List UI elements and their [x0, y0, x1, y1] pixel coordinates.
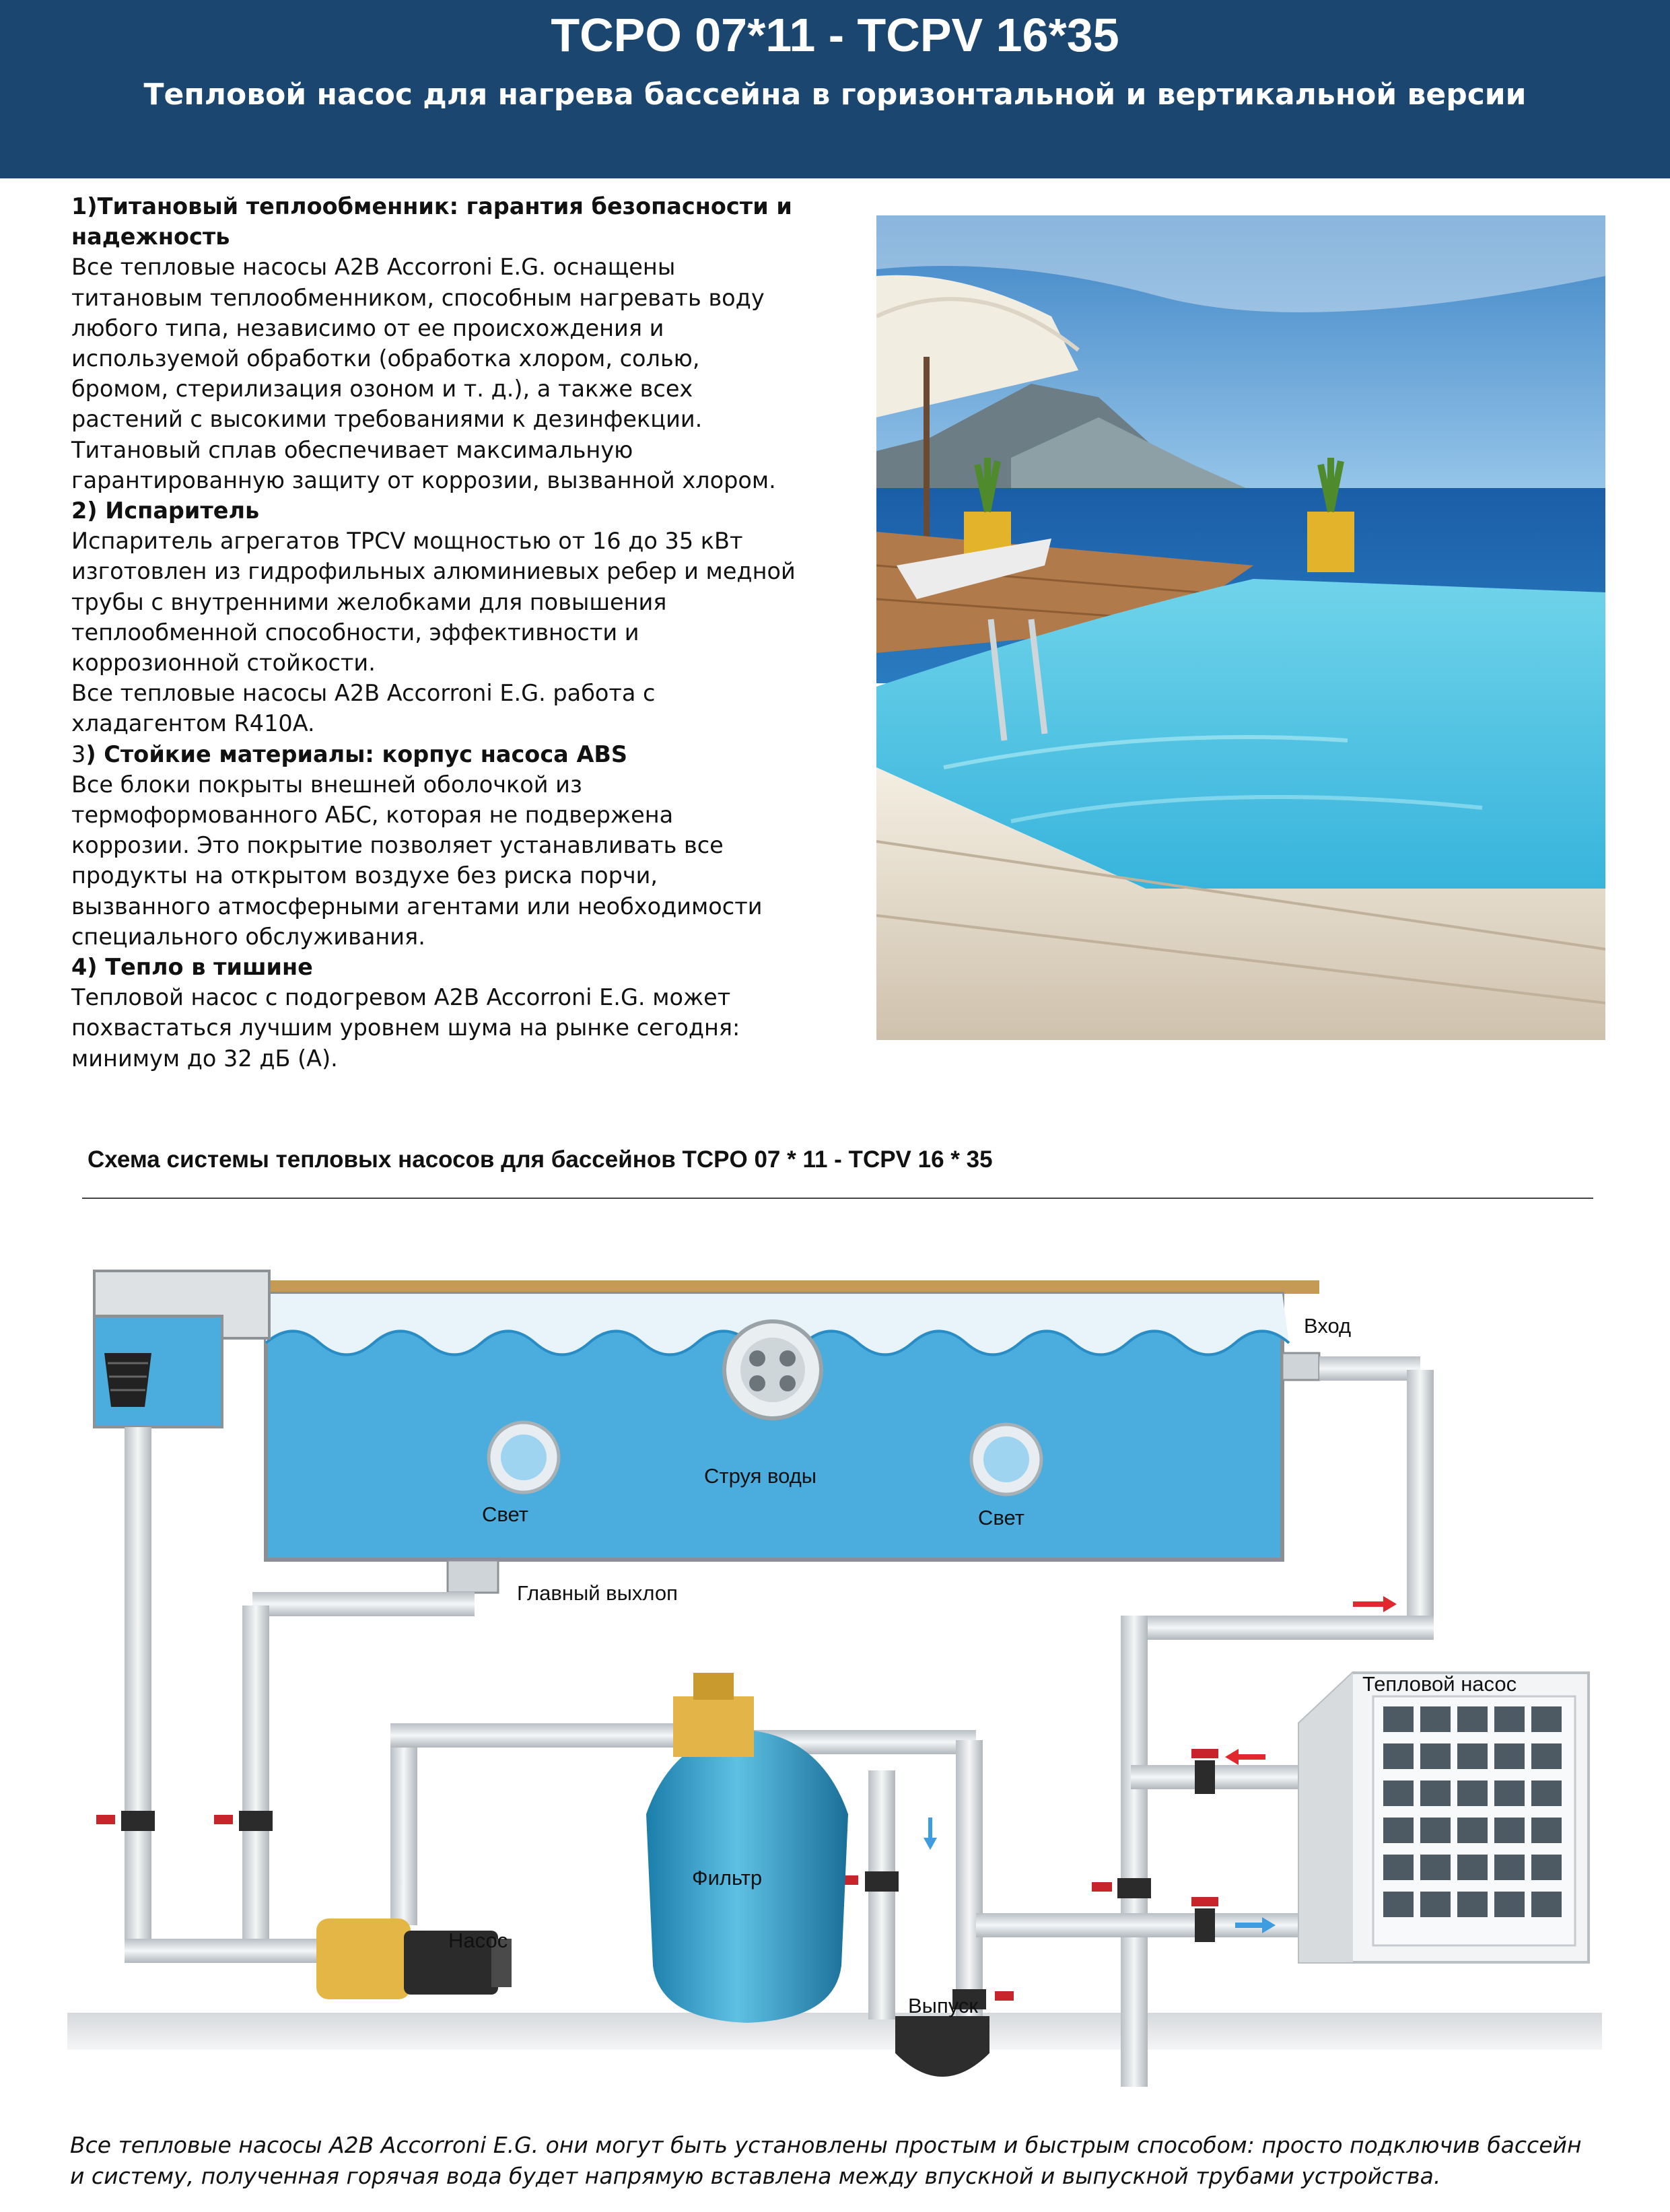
main-drain [448, 1560, 498, 1593]
drain-sump [895, 2016, 989, 2077]
label-light-left: Свет [482, 1502, 528, 1526]
system-diagram [0, 1205, 1670, 2107]
feature-1-line: гарантированную защиту от коррозии, вызванной хлором. [71, 466, 776, 493]
features-text [71, 191, 879, 1074]
feature-3-line: Все блоки покрыты внешней оболочкой из [71, 771, 582, 798]
feature-1-line: используемой обработки (обработка хлором, солью, [71, 345, 700, 372]
feature-3-line: коррозии. Это покрытие позволяет устанавливать все [71, 832, 724, 859]
feature-4-title: 4) Тепло в тишине [71, 954, 313, 981]
footer-line-1: Все тепловые насосы A2B Accorroni E.G. они могут быть установлены простым и быстрым способом: просто подключив бассейн [70, 2132, 1582, 2158]
feature-3-title-text: ) Стойкие материалы: корпус насоса ABS [85, 740, 628, 767]
pool-photo-illustration [876, 215, 1605, 1040]
header-banner [0, 0, 1670, 178]
label-light-right: Свет [978, 1506, 1024, 1529]
feature-3-line: специального обслуживания. [71, 923, 425, 950]
label-heat-pump: Тепловой насос [1362, 1672, 1517, 1696]
label-filter: Фильтр [692, 1866, 763, 1890]
page-subtitle: Тепловой насос для нагрева бассейна в горизонтальной и вертикальной версии [143, 77, 1527, 112]
feature-4-line: похвастаться лучшим уровнем шума на рынке сегодня: [71, 1014, 740, 1041]
heat-pump-unit [1299, 1673, 1589, 1962]
pool-light-right [971, 1424, 1041, 1494]
sand-filter [646, 1673, 848, 2023]
label-inlet: Вход [1304, 1314, 1352, 1338]
feature-2-line: Все тепловые насосы A2B Accorroni E.G. работа с [71, 680, 656, 707]
footer-note [70, 2130, 1618, 2192]
water-jet [724, 1321, 821, 1418]
feature-2-title: 2) Испаритель [71, 497, 260, 524]
floor [67, 2013, 1602, 2050]
feature-1-line: Титановый сплав обеспечивает максимальную [71, 436, 633, 463]
feature-3-line: термоформованного АБС, которая не подвержена [71, 802, 674, 829]
feature-3-number: 3 [71, 740, 86, 767]
label-water-jet: Струя воды [704, 1464, 817, 1488]
label-outlet: Выпуск [908, 1994, 978, 2017]
feature-1-line: Все тепловые насосы A2B Accorroni E.G. оснащены [71, 254, 676, 281]
inlet-nozzle [1282, 1353, 1319, 1380]
footer-line-2: и систему, полученная горячая вода будет напрямую вставлена между впускной и выпускной трубами устройства. [70, 2163, 1441, 2189]
feature-1-line: бромом, стерилизация озоном и т. д.), а также всех [71, 376, 693, 403]
feature-1-title-line-2: надежность [71, 223, 230, 250]
label-main-drain: Главный выхлоп [517, 1581, 678, 1605]
pool-basin [266, 1280, 1319, 1560]
feature-3-line: продукты на открытом воздухе без риска порчи, [71, 862, 658, 889]
pool-photo [876, 215, 1605, 1040]
feature-1-line: растений с высокими требованиями к дезинфекции. [71, 406, 703, 433]
feature-2-line: изготовлен из гидрофильных алюминиевых ребер и медной [71, 558, 796, 585]
schema-title: Схема системы тепловых насосов для бассейнов TCPO 07 * 11 - TCPV 16 * 35 [88, 1146, 993, 1173]
feature-1-title-line-1: 1)Титановый теплообменник: гарантия безопасности и [71, 193, 792, 219]
label-pump: Насос [448, 1929, 508, 1952]
page-title: TCPO 07*11 - TCPV 16*35 [551, 9, 1119, 61]
feature-2-line: теплообменной способности, эффективности и [71, 619, 639, 646]
feature-1-line: титановым теплообменником, способным нагревать воду [71, 284, 765, 311]
feature-2-line: Испаритель агрегатов TPCV мощностью от 16 до 35 кВт [71, 528, 743, 555]
pool-light-left [489, 1422, 559, 1492]
feature-4-line: Тепловой насос с подогревом A2B Accorroni E.G. может [71, 984, 731, 1011]
feature-1-line: любого типа, независимо от ее происхождения и [71, 314, 664, 341]
feature-2-line: трубы с внутренними желобками для повышения [71, 588, 667, 615]
skimmer [94, 1271, 269, 1427]
feature-3-title [71, 739, 879, 769]
feature-2-line: хладагентом R410A. [71, 710, 315, 737]
feature-2-line: коррозионной стойкости. [71, 650, 376, 677]
feature-4-line: минимум до 32 дБ (А). [71, 1045, 338, 1072]
title-divider [82, 1198, 1593, 1199]
feature-3-line: вызванного атмосферными агентами или необходимости [71, 893, 763, 920]
